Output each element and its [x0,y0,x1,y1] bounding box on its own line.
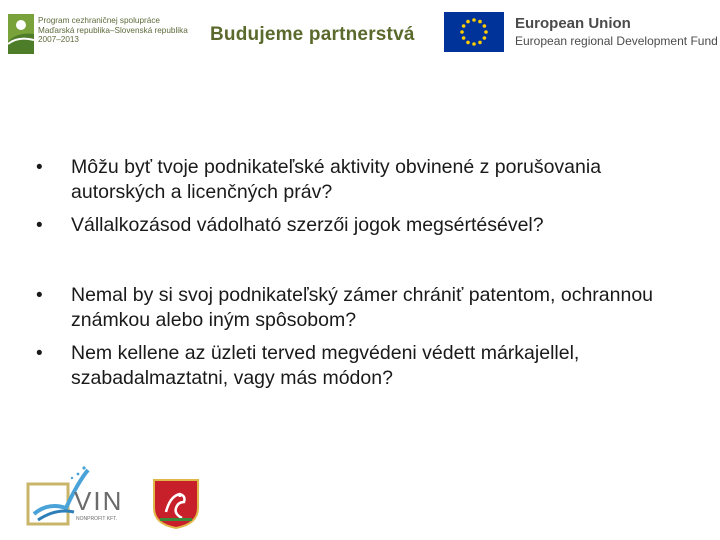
program-text [38,16,188,45]
eu-star [472,18,476,22]
eu-star [484,30,488,34]
eu-star [483,36,487,40]
vin-logo [26,462,146,528]
eu-star [462,24,466,28]
eu-star [472,42,476,46]
bullet-item [36,341,696,391]
eu-star [460,30,464,34]
bullet-text: Vállalkozásod vádolható szerzői jogok megsértésével? [71,214,544,236]
program-emblem-icon [8,14,34,54]
eu-title: European Union [515,15,631,32]
bullet-group-1 [36,155,696,238]
program-line-3: 2007–2013 [38,35,79,45]
eu-subtitle: European regional Development Fund [515,34,718,48]
bullet-marker: • [36,343,43,364]
bullet-item [36,283,696,333]
program-line-1: Program cezhraničnej spolupráce [38,16,160,25]
eu-star [462,36,466,40]
program-logo [8,14,188,54]
bullet-item [36,213,696,238]
bullet-marker: • [36,157,43,178]
bullet-marker: • [36,215,43,236]
bullet-text: Nem kellene az üzleti terved megvédeni védett márkajellel, szabadalmaztatni, vagy más módon? [71,342,580,389]
program-line-2: Maďarská republika–Slovenská republika [38,25,188,35]
bullet-text: Môžu byť tvoje podnikateľské aktivity obvinené z porušovania autorských a licenčných práv? [71,156,602,203]
vin-logo-text: VIN [74,486,124,516]
bullet-marker: • [36,285,43,306]
eu-star [478,20,482,24]
bullet-content [36,155,696,399]
eu-star [478,41,482,45]
bullet-text: Nemal by si svoj podnikateľský zámer chrániť patentom, ochrannou známkou alebo iným spôsobom? [71,284,654,331]
header [0,0,720,70]
municipal-crest-icon [152,478,200,530]
slogan: Budujeme partnerstvá [210,24,415,45]
eu-flag-icon [444,12,504,52]
eu-star [466,20,470,24]
bullet-group-2 [36,283,696,391]
vin-logo-subtext: NONPROFIT KFT. [76,516,118,522]
bullet-item [36,155,696,205]
eu-star [483,24,487,28]
eu-star [466,41,470,45]
